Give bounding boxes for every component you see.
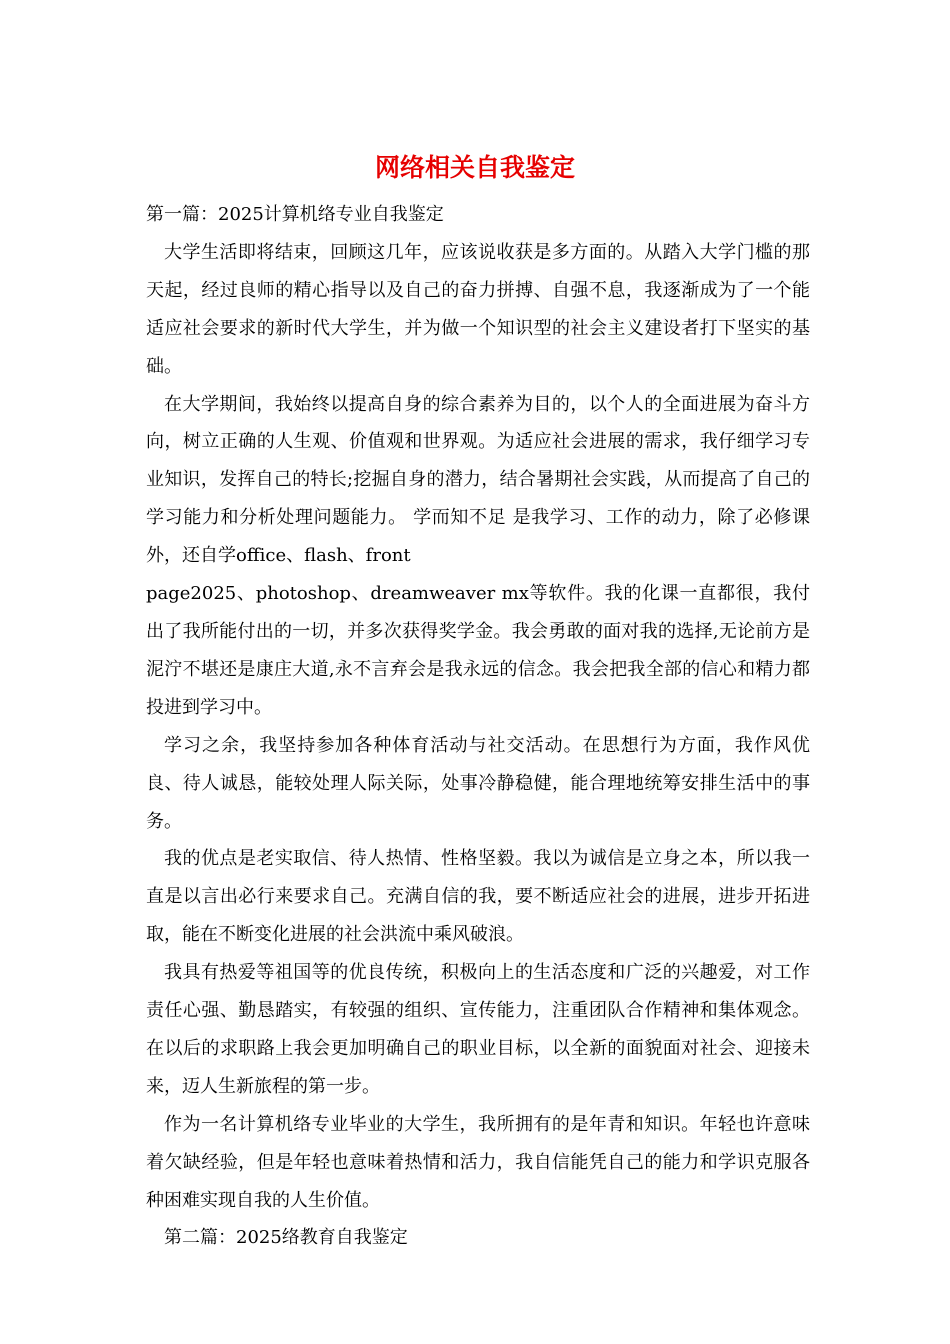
paragraph-5: 我的优点是老实取信、待人热情、性格坚毅。我以为诚信是立身之本，所以我一直是以言出必行来要求自己。充满自信的我，要不断适应社会的进展，进步开拓进取，能在不断变化进展的社会洪流中乘风破浪。	[146, 848, 810, 946]
paragraph-2: 在大学期间，我始终以提高自身的综合素养为目的，以个人的全面进展为奋斗方向，树立正确的人生观、价值观和世界观。为适应社会进展的需求，我仔细学习专业知识，发挥自己的特长;挖掘自身的潜力，结合暑期社会实践，从而提高了自己的学习能力和分析处理问题能力。 学而知不足 是我学习、工作的动力，除了必修课外，还自学office、flash、front	[146, 393, 810, 567]
paragraph-1: 大学生活即将结束，回顾这几年，应该说收获是多方面的。从踏入大学门槛的那天起，经过良师的精心指导以及自己的奋力拼搏、自强不息，我逐渐成为了一个能适应社会要求的新时代大学生，并为做一个知识型的社会主义建设者打下坚实的基础。	[146, 241, 810, 377]
paragraph-6: 我具有热爱等祖国等的优良传统，积极向上的生活态度和广泛的兴趣爱，对工作责任心强、勤恳踏实，有较强的组织、宣传能力，注重团队合作精神和集体观念。在以后的求职路上我会更加明确自己的职业目标，以全新的面貌面对社会、迎接未来，迈人生新旅程的第一步。	[146, 962, 810, 1097]
paragraph-3: page2025、photoshop、dreamweaver mx等软件。我的化课一直都很，我付出了我所能付出的一切，并多次获得奖学金。我会勇敢的面对我的选择,无论前方是泥泞不堪还是康庄大道,永不言弃会是我永远的信念。我会把我全部的信心和精力都投进到学习中。	[146, 583, 810, 718]
section-heading-2: 第二篇：2025络教育自我鉴定	[164, 1227, 408, 1249]
document-body	[146, 196, 810, 1257]
paragraph-4: 学习之余，我坚持参加各种体育活动与社交活动。在思想行为方面，我作风优良、待人诚恳，能较处理人际关际，处事冷静稳健，能合理地统筹安排生活中的事务。	[146, 734, 810, 832]
section-heading-1: 第一篇：2025计算机络专业自我鉴定	[146, 204, 444, 225]
paragraph-7: 作为一名计算机络专业毕业的大学生，我所拥有的是年青和知识。年轻也许意味着欠缺经验，但是年轻也意味着热情和活力，我自信能凭自己的能力和学识克服各种困难实现自我的人生价值。	[146, 1113, 810, 1211]
document-title: 网络相关自我鉴定	[374, 153, 575, 182]
